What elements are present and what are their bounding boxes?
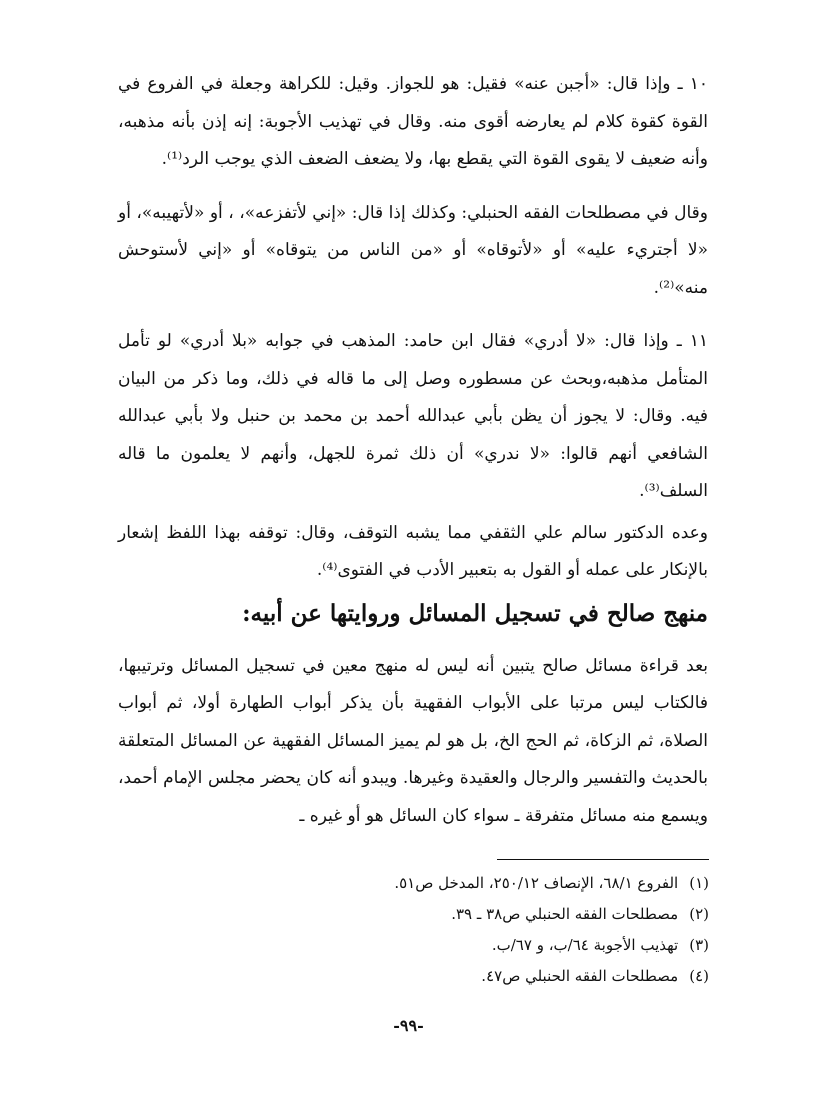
footnote-2 (229, 899, 709, 930)
footnote-text: تهذيب الأجوبة ٦٤/ب، و ٦٧/ب. (491, 936, 679, 954)
footnote-number: (٢) (689, 905, 709, 923)
footnotes (229, 868, 709, 992)
footnote-divider (497, 859, 709, 860)
footnote-3 (229, 930, 709, 961)
footnote-number: (٤) (689, 967, 709, 985)
footnote-text: الفروع ٦٨/١، الإنصاف ٢٥٠/١٢، المدخل ص٥١. (394, 874, 679, 892)
footnote-number: (١) (689, 874, 709, 892)
footnote-text: مصطلحات الفقه الحنبلي ص٣٨ ـ ٣٩. (451, 905, 679, 923)
section-heading: منهج صالح في تسجيل المسائل وروايتها عن أبيه: (242, 599, 708, 627)
paragraph-terms: وقال في مصطلحات الفقه الحنبلي: وكذلك إذا قال: «إني لأتفزعه»، ، أو «لأتهيبه»، أو «لا أجتريء عليه» أو «لأتوقاه» أو «من الناس من يتوقاه» أو «إني لأستوحش منه»⁽²⁾. (118, 202, 708, 298)
paragraph-thaqafi: وعده الدكتور سالم علي الثقفي مما يشبه التوقف، وقال: توقفه بهذا اللفظ إشعار بالإنكار على عمله أو القول به بتعبير الأدب في الفتوى⁽⁴⁾. (118, 522, 708, 580)
paragraph-10: ١٠ ـ وإذا قال: «أجبن عنه» فقيل: هو للجواز. وقيل: للكراهة وجعلة في الفروع في القوة كقوة كلام لم يعارضه أقوى منه. وقال في تهذيب الأجوبة: إنه إذن بأنه مذهبه، وأنه ضعيف لا يقوى القوة التي يقطع بها، ولا يضعف الضعف الذي يوجب الرد⁽¹⁾. (118, 74, 708, 169)
paragraph-11: ١١ ـ وإذا قال: «لا أدري» فقال ابن حامد: المذهب في جوابه «بلا أدري» لو تأمل المتأمل مذهبه،وبحث عن مسطوره وصل إلى ما قاله في ذلك، وما ذكر من البيان فيه. وقال: لا يجوز أن يظن بأبي عبدالله أحمد بن محمد بن حنبل ولا بأبي عبدالله الشافعي أنهم قالوا: «لا ندري» أن ذلك ثمرة للجهل، وأنهم لا يعلمون ما قاله السلف⁽³⁾. (118, 331, 708, 501)
page-number: -٩٩- (393, 1016, 424, 1035)
paragraph-method: بعد قراءة مسائل صالح يتبين أنه ليس له منهج معين في تسجيل المسائل وترتيبها، فالكتاب ليس مرتبا على الأبواب الفقهية بأن يذكر أبواب الطهارة أولا، ثم أبواب الصلاة، ثم الزكاة، ثم الحج الخ، بل هو لم يميز المسائل الفقهية عن المسائل المتعلقة بالحديث والتفسير والرجال والعقيدة وغيرها. ويبدو أنه كان يحضر مجلس الإمام أحمد، ويسمع منه مسائل متفرقة ـ سواء كان السائل هو أو غيره ـ (118, 655, 708, 826)
footnote-4 (229, 961, 709, 992)
footnote-number: (٣) (689, 936, 709, 954)
footnote-text: مصطلحات الفقه الحنبلي ص٤٧. (481, 967, 679, 985)
footnote-1 (229, 868, 709, 899)
page-body (118, 66, 708, 835)
